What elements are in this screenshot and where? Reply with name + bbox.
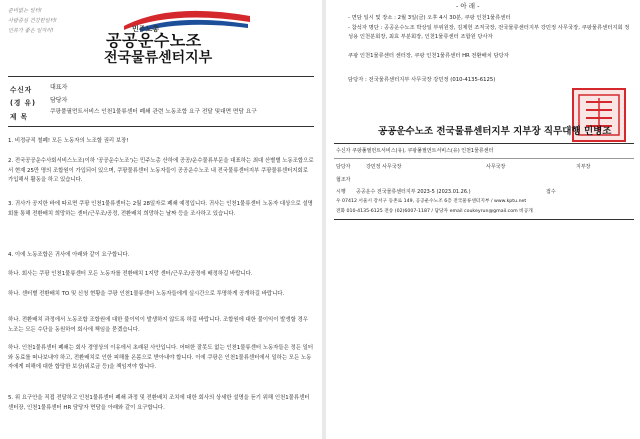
head-role: 지부장 xyxy=(576,164,591,170)
union-logo xyxy=(100,4,260,66)
paragraph-2: 2. 전국공공운수사회서비스노조(이하 '공공운수노조')는 민주노총 산하에 공공/운수물류부문을 대표하는 최대 산별별 노동조합으로서 현재 25만 명의 조합원이 가입되어 있으며, 쿠팡물류센터 노동자들이 공공운수노조 내 전국물류센터지부 쿠팡물류센터지회로 가입해서 활동을 하고 있습니다. xyxy=(8,158,314,184)
footer-bottom-rule xyxy=(334,219,634,220)
meeting-time: - 면담 일시 및 장소 : 2월 3일(금) 오후 4시 30분, 쿠팡 인천1물류센터 xyxy=(348,15,511,21)
recipient-value: 대표자 xyxy=(50,84,68,91)
union-wave-icon xyxy=(100,4,260,34)
branch-name: 전국물류센터지부 xyxy=(104,50,213,66)
via-value: 담당자 xyxy=(50,97,68,104)
subject-label: 제 목 xyxy=(10,113,29,121)
dept-role: 사무국장 xyxy=(486,164,506,170)
union-name: 공공운수노조 xyxy=(106,31,202,50)
staff-role: 담당자 xyxy=(336,164,351,170)
contact-line: 담당자 : 전국물류센터지부 사무국장 강민정 (010-4135-6125) xyxy=(348,77,496,83)
demand-4: 하나. 인천1물류센터 폐쇄는 회사 경영상의 이유에서 초래된 사안입니다. 어떠한 잘못도 없는 인천1물류센터 노동자들은 정든 일터와 동료를 떠나보내야 하고, 전환배치로 인한 피해를 온몸으로 받아내야 합니다. 이에 쿠팡은 인천1물류센터에서 일하는 모든 노동자에게 피해에 대한 합당한 보상(위로금 등)을 책임져야 합니다. xyxy=(8,345,314,371)
slogan-line: 인류가 좋은 일자리! xyxy=(8,28,54,34)
cooperator-label: 협조자 xyxy=(336,177,351,183)
sender-title: 공공운수노조 전국물류센터지부 지부장 직무대행 민병조 xyxy=(378,126,612,137)
via-label: (경 유) xyxy=(10,99,37,107)
attendee-list: - 참석자 명단 : 공공운수노조 박상일 부위원장, 김제헌 조직국장, 전국물류센터지부 강민정 사무국장, 쿠팡물류센터지회 정성용 인천분회장, 최효 부분회장, 인천1물류센터 조합원 당사자 xyxy=(348,25,630,40)
demand-3: 하나. 전환배치 과정에서 노동조합 조합원에 대한 불이익이 발생하지 않도록 하길 바랍니다. 조합원에 대한 불이익이 발생할 경우 노조는 모든 수단을 동원하여 회사에 책임을 묻겠습니다. xyxy=(8,317,308,333)
footer-top-rule xyxy=(334,143,634,144)
footer-divider xyxy=(334,158,634,159)
paragraph-4: 4. 이에 노동조합은 귀사에 아래와 같이 요구합니다. xyxy=(8,252,130,258)
doc-label: 시행 xyxy=(336,189,346,195)
header-rule xyxy=(8,76,314,77)
right-page xyxy=(326,0,640,439)
demand-1: 하나. 회사는 쿠팡 인천1물류센터 모든 노동자를 전환배치 1지망 센터/근무조/공정에 배정하길 바랍니다. xyxy=(8,271,253,277)
annex-heading: - 아 래 - xyxy=(456,2,480,10)
phone-line: 전화 010-4135-6125 전송 (02)6007-1187 / 담당자 email coukeyrun@gmail.com 비공개 xyxy=(336,209,533,214)
subject-value: 쿠팡풀필먼트서비스 인천1물류센터 폐쇄 관련 노동조합 요구 전달 및대면 면담 요구 xyxy=(50,109,257,115)
union-small-name: 민주노총 xyxy=(132,25,160,33)
company-attendees: 쿠팡 인천1물류센터 센터장, 쿠팡 인천1물류센터 HR 전환배치 담당자 xyxy=(348,53,509,59)
slogan-line: 사람중심 건강한일터! xyxy=(8,18,57,24)
paragraph-5: 5. 위 요구안을 직접 전달하고 인천1물류센터 폐쇄 과정 및 전환배치 조치에 대한 회사의 상세한 설명을 듣기 위해 인천1물류센터 센터장, 인천1물류센터 HR 담당자 면담을 아래와 같이 요구합니다. xyxy=(8,395,310,411)
doc-number: 공공운수 전국물류센터지부 2023-5 (2023.01.26.) xyxy=(356,189,471,195)
staff-name: 강민정 사무국장 xyxy=(366,164,402,170)
footer-recipient: 수신자 쿠팡풀필먼트서비스(유), 쿠팡풀필먼트서비스(유) 인천1물류센터 xyxy=(336,148,494,154)
receipt-label: 접수 xyxy=(546,189,556,195)
header-bottom-rule xyxy=(8,126,314,127)
address-line: 우 07412 서울시 강서구 등촌로 149, 공공운수노조 6층 전국물류센터지부 / www.kptu.net xyxy=(336,199,527,204)
recipient-label: 수신자 xyxy=(10,86,33,94)
slogan-line: 준비없는 일터! xyxy=(8,8,42,14)
demand-2: 하나. 센터별 전환배치 TO 및 신청 현황을 쿠팡 인천1물류센터 노동자들에게 실시간으로 투명하게 공개하길 바랍니다. xyxy=(8,291,285,297)
paragraph-3: 3. 귀사가 공지한 바에 따르면 쿠팡 인천1물류센터는 2월 28일자로 폐쇄 예정입니다. 귀사는 인천1물류센터 노동자 대상으로 설명회를 통해 전환배치 희망하는 센터/근무조/공정, 전환배치 희망하는 날짜 등을 조사하고 있습니다. xyxy=(8,201,313,217)
paragraph-1: 1. 비정규직 철폐! 모든 노동자의 노조할 권리 보장! xyxy=(8,138,129,144)
